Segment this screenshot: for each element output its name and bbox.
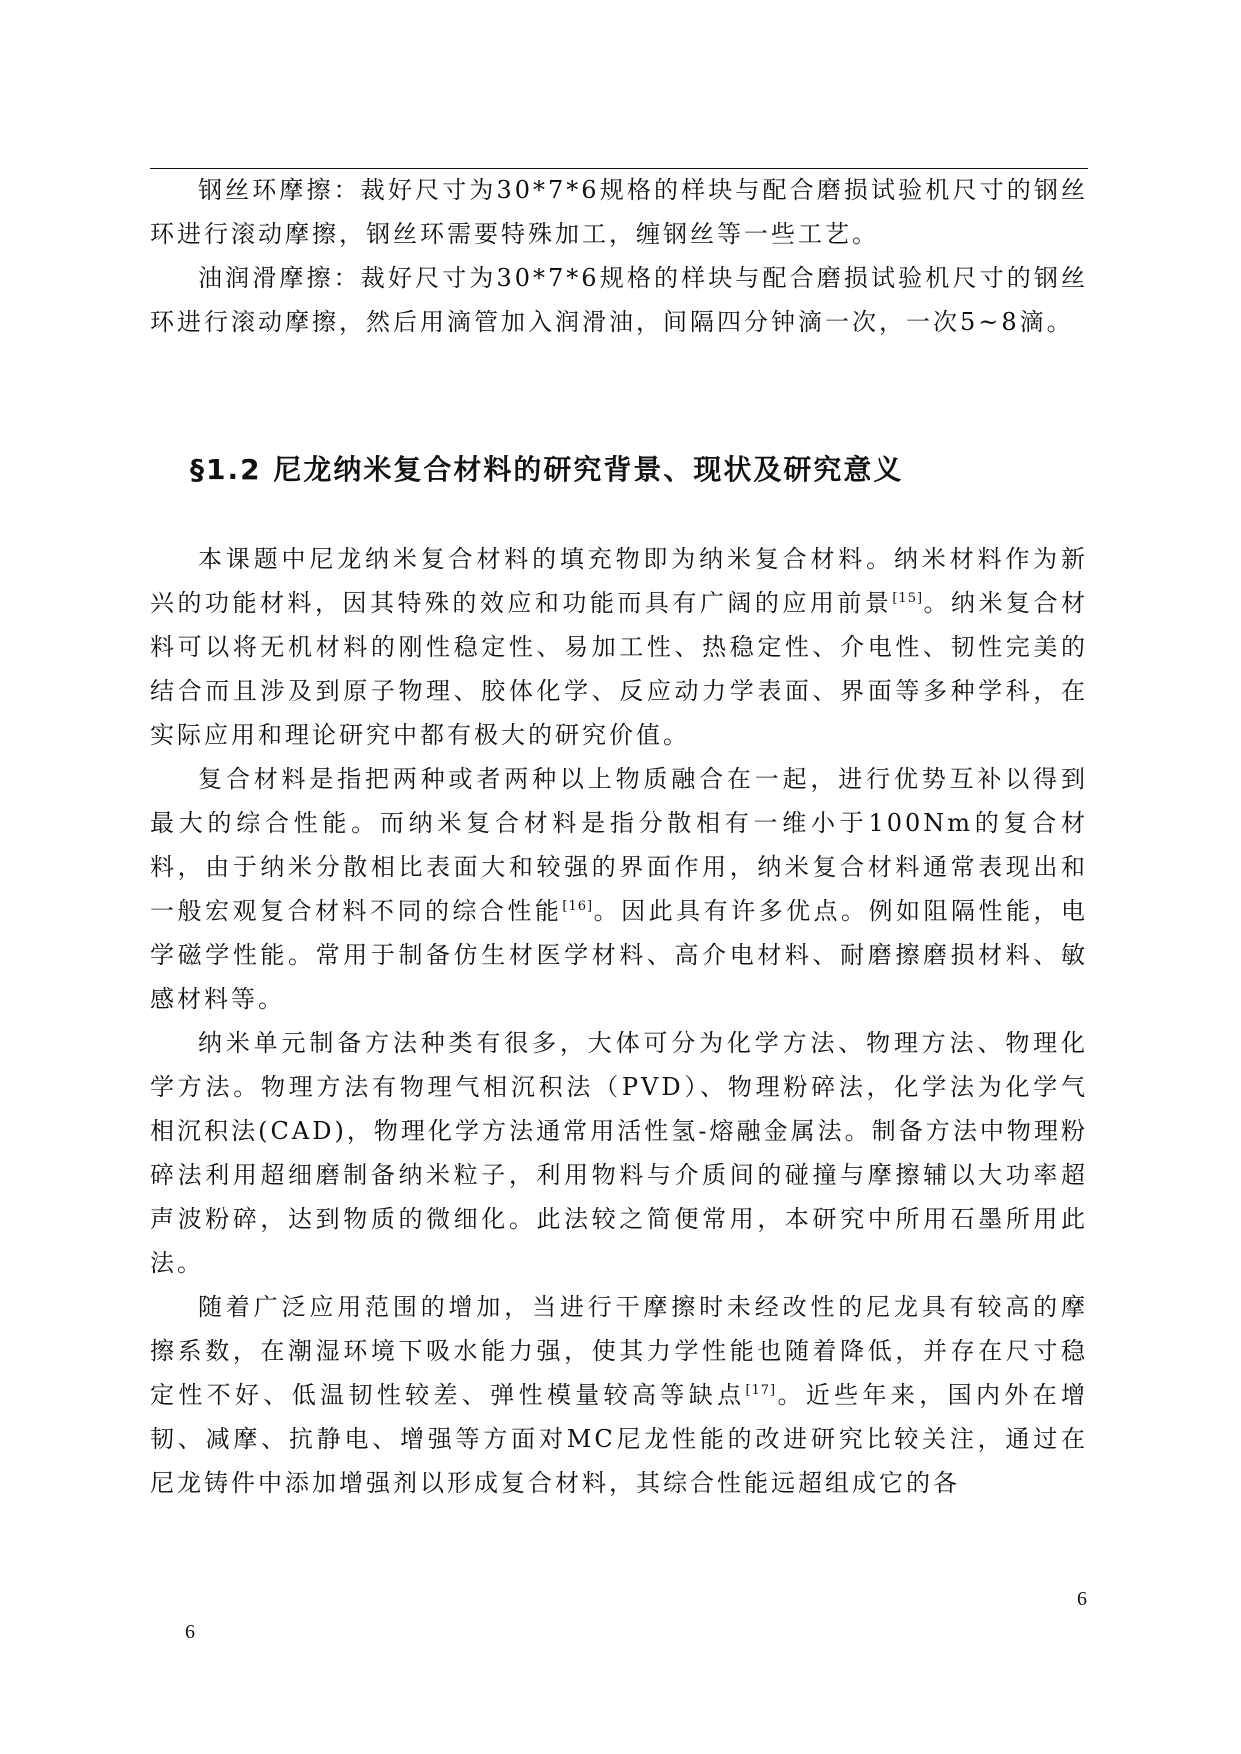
section-heading: §1.2 尼龙纳米复合材料的研究背景、现状及研究意义 xyxy=(190,453,904,486)
main-paragraphs xyxy=(150,537,1088,1505)
paragraph-steel-ring-friction xyxy=(150,168,1088,256)
paragraph-research-background xyxy=(150,537,1088,757)
paragraph-text-tail: 。近些年来，国内外在增韧、减摩、抗静电、增强等方面对MC尼龙性能的改进研究比较关注，通过在尼龙铸件中添加增强剂以形成复合材料，其综合性能远超组成它的各 xyxy=(150,1381,1089,1497)
paragraph-text: 纳米单元制备方法种类有很多，大体可分为化学方法、物理方法、物理化学方法。物理方法有物理气相沉积法（PVD）、物理粉碎法，化学法为化学气相沉积法(CAD)，物理化学方法通常用活性氢-熔融金属法。制备方法中物理粉碎法利用超细磨制备纳米粒子，利用物料与介质间的碰撞与摩擦辅以大功率超声波粉碎，达到物质的微细化。此法较之简便常用，本研究中所用石墨所用此法。 xyxy=(150,1029,1088,1277)
paragraph-text: 钢丝环摩擦：裁好尺寸为30*7*6规格的样块与配合磨损试验机尺寸的钢丝环进行滚动摩擦，钢丝环需要特殊加工，缠钢丝等一些工艺。 xyxy=(150,176,1088,248)
paragraph-oil-lubrication-friction xyxy=(150,256,1088,344)
paragraph-nylon-application xyxy=(150,1285,1088,1505)
page-number-left: 6 xyxy=(185,1621,195,1643)
paragraph-text: 复合材料是指把两种或者两种以上物质融合在一起，进行优势互补以得到最大的综合性能。而纳米复合材料是指分散相有一维小于100Nm的复合材料，由于纳米分散相比表面大和较强的界面作用，纳米复合材料通常表现出和一般宏观复合材料不同的综合性能 xyxy=(150,765,1088,925)
paragraph-text-tail: 。因此具有许多优点。例如阻隔性能，电学磁学性能。常用于制备仿生材医学材料、高介电材料、耐磨擦磨损材料、敏感材料等。 xyxy=(150,897,1089,1013)
citation: [17] xyxy=(745,1383,777,1398)
paragraph-preparation-methods xyxy=(150,1021,1088,1285)
paragraph-text: 随着广泛应用范围的增加，当进行干摩擦时未经改性的尼龙具有较高的摩擦系数，在潮湿环境下吸水能力强，使其力学性能也随着降低，并存在尺寸稳定性不好、低温韧性较差、弹性模量较高等缺点 xyxy=(150,1293,1088,1409)
page-number-right: 6 xyxy=(1077,1588,1087,1610)
paragraph-composite-definition xyxy=(150,757,1088,1021)
paragraph-text-tail: 。纳米复合材料可以将无机材料的刚性稳定性、易加工性、热稳定性、介电性、韧性完美的结合而且涉及到原子物理、胶体化学、反应动力学表面、界面等多种学科，在实际应用和理论研究中都有极大的研究价值。 xyxy=(150,589,1089,749)
paragraph-text: 本课题中尼龙纳米复合材料的填充物即为纳米复合材料。纳米材料作为新兴的功能材料，因其特殊的效应和功能而具有广阔的应用前景 xyxy=(150,545,1088,617)
citation: [16] xyxy=(562,899,594,914)
citation: [15] xyxy=(892,591,924,606)
top-paragraphs xyxy=(150,168,1088,344)
paragraph-text: 油润滑摩擦：裁好尺寸为30*7*6规格的样块与配合磨损试验机尺寸的钢丝环进行滚动摩擦，然后用滴管加入润滑油，间隔四分钟滴一次，一次5~8滴。 xyxy=(150,264,1088,336)
